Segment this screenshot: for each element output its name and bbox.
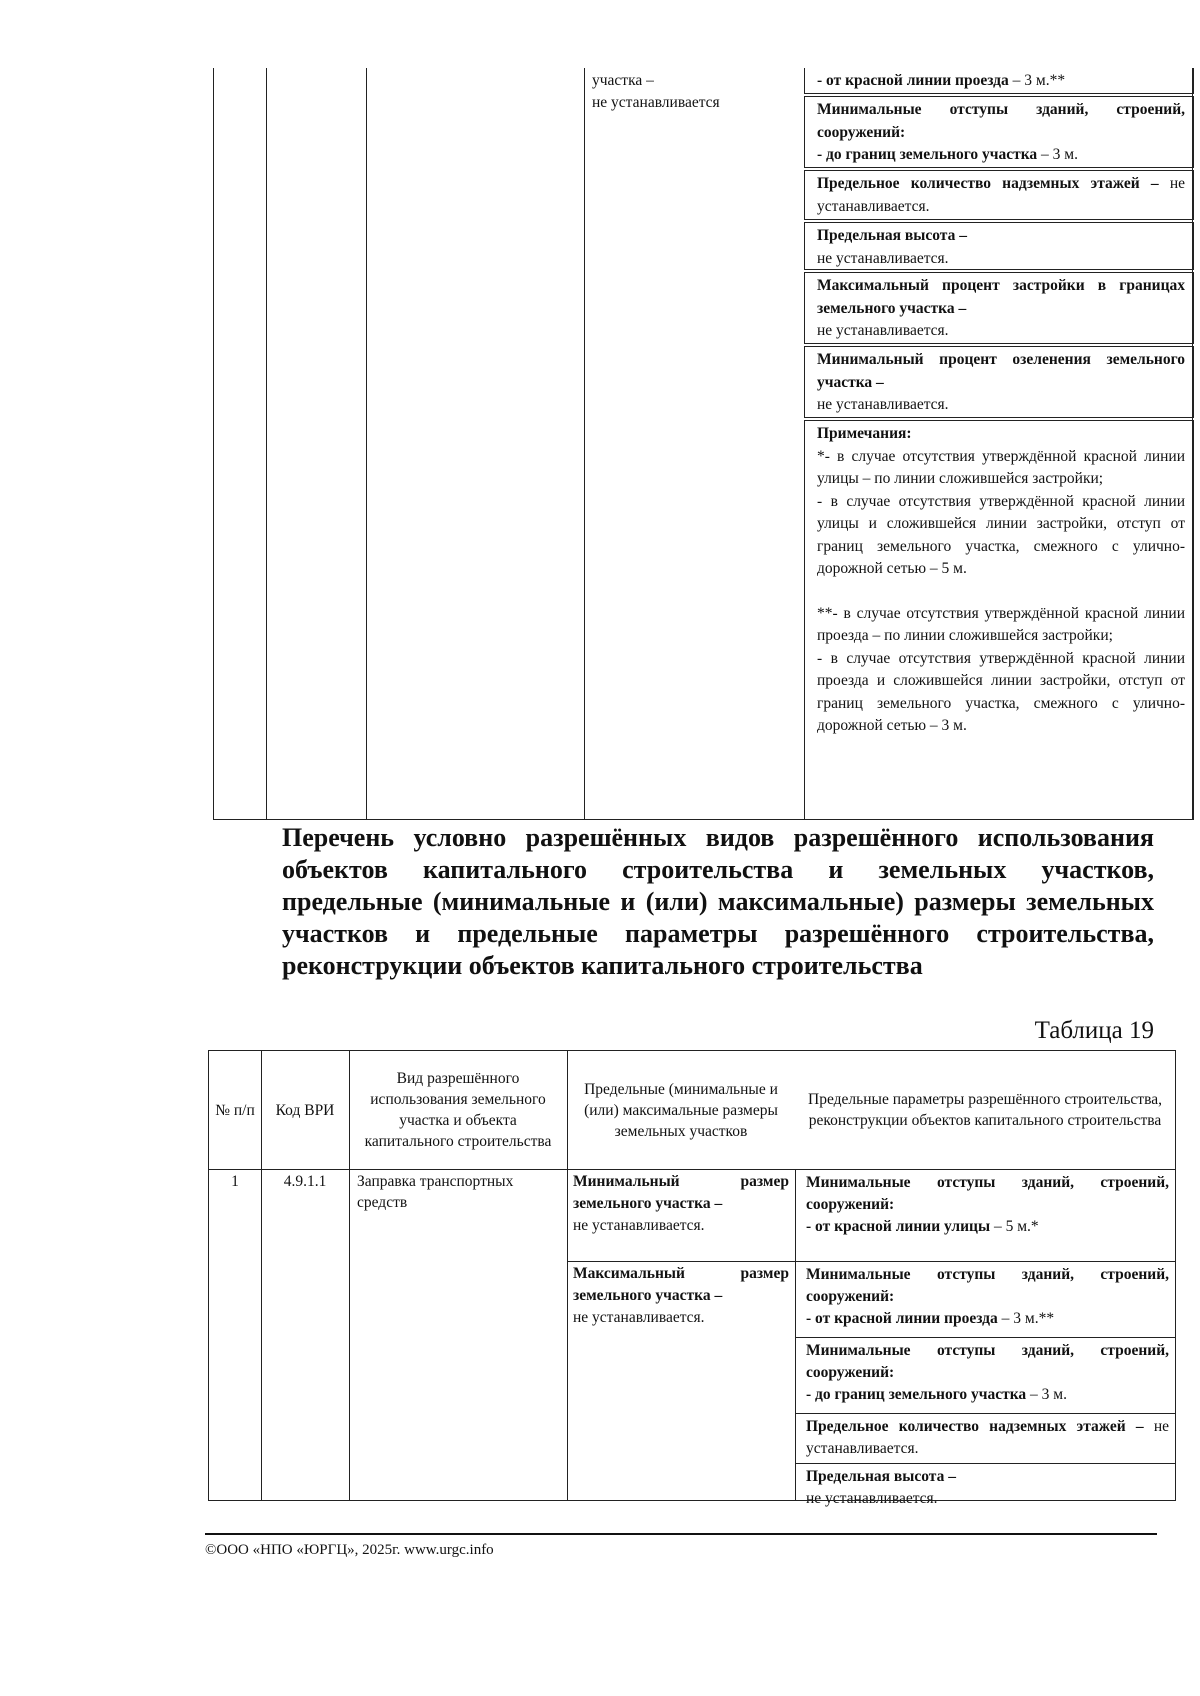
param-floor-count: Предельное количество надземных этажей – не устанавливается. xyxy=(804,170,1194,220)
param-red-line-driveway: - от красной линии проезда – 3 м.** xyxy=(804,68,1194,94)
param-setback-driveway: Минимальные отступы зданий, строений, сооружений: - от красной линии проезда – 3 м.** xyxy=(806,1266,1169,1327)
area-size-cell xyxy=(592,70,797,114)
param-min-green-percent: Минимальный процент озеленения земельного участка – не устанавливается. xyxy=(804,346,1194,418)
table-label: Таблица 19 xyxy=(1034,1017,1154,1044)
param-max-height: Предельная высота – не устанавливается. xyxy=(804,222,1194,270)
area-size-value: не устанавливается xyxy=(592,94,720,111)
header-num: № п/п xyxy=(215,1101,255,1119)
param-max-build-percent: Максимальный процент застройки в границах земельного участка – не устанавливается. xyxy=(804,272,1194,344)
row-num: 1 xyxy=(231,1173,239,1190)
size-divider xyxy=(567,1261,795,1262)
param-divider xyxy=(795,1261,1175,1262)
footer-rule xyxy=(205,1533,1157,1535)
note-1: *- в случае отсутствия утверждённой красной линии улицы – по линии сложившейся застройки; xyxy=(817,447,1185,487)
param-setback-boundary: Минимальные отступы зданий, строений, сооружений: - до границ земельного участка – 3 м. xyxy=(804,96,1194,168)
param-max-height-19: Предельная высота – не устанавливается. xyxy=(806,1468,956,1507)
section-heading: Перечень условно разрешённых видов разрешённого использования объектов капитального строительства и земельных участков, предельные (минимальные и (или) максимальные) размеры земельных участков и предельные параметры разрешённого строительства, реконструкции объектов капитального строительства xyxy=(282,823,1154,980)
max-size-cell: Максимальный размер земельного участка – не устанавливается. xyxy=(573,1265,789,1326)
notes-title: Примечания: xyxy=(817,425,912,442)
column-divider xyxy=(366,68,367,819)
column-divider xyxy=(266,68,267,819)
param-setback-street: Минимальные отступы зданий, строений, сооружений: - от красной линии улицы – 5 м.* xyxy=(806,1174,1169,1235)
param-floor-count-19: Предельное количество надземных этажей – не устанавливается. xyxy=(806,1418,1169,1457)
min-size-cell: Минимальный размер земельного участка – не устанавливается. xyxy=(573,1173,789,1234)
header-sizes: Предельные (минимальные и (или) максимальные размеры земельных участков xyxy=(584,1080,778,1140)
footer-copyright: ©ООО «НПО «ЮРГЦ», 2025г. www.urgc.info xyxy=(205,1542,494,1558)
header-kind: Вид разрешённого использования земельного участка и объекта капитального строительства xyxy=(364,1070,552,1150)
param-setback-boundary-19: Минимальные отступы зданий, строений, сооружений: - до границ земельного участка – 3 м. xyxy=(806,1342,1169,1403)
table-19 xyxy=(208,1050,1176,1507)
continuation-table xyxy=(213,68,1193,820)
note-2: - в случае отсутствия утверждённой красной линии улицы и сложившейся линии застройки, отступ от границ земельного участка, смежного с улично-дорожной сетью – 5 м. xyxy=(817,492,1185,577)
param-divider xyxy=(795,1337,1175,1338)
note-3: **- в случае отсутствия утверждённой красной линии проезда – по линии сложившейся застройки; xyxy=(817,604,1185,644)
column-divider xyxy=(584,68,585,819)
table-bottom-border xyxy=(208,1500,1176,1501)
note-4: - в случае отсутствия утверждённой красной линии проезда и сложившейся линии застройки, отступ от границ земельного участка, смежного с улично-дорожной сетью – 3 м. xyxy=(817,649,1185,734)
param-divider xyxy=(795,1413,1175,1414)
header-divider xyxy=(209,1169,1175,1170)
notes-box xyxy=(804,420,1194,820)
header-params: Предельные параметры разрешённого строительства, реконструкции объектов капитального строительства xyxy=(808,1091,1162,1129)
row-code: 4.9.1.1 xyxy=(283,1173,327,1190)
row-kind: Заправка транспортных средств xyxy=(357,1173,514,1211)
param-divider xyxy=(795,1463,1175,1464)
area-size-label: участка – xyxy=(592,72,654,89)
header-code: Код ВРИ xyxy=(275,1101,335,1119)
